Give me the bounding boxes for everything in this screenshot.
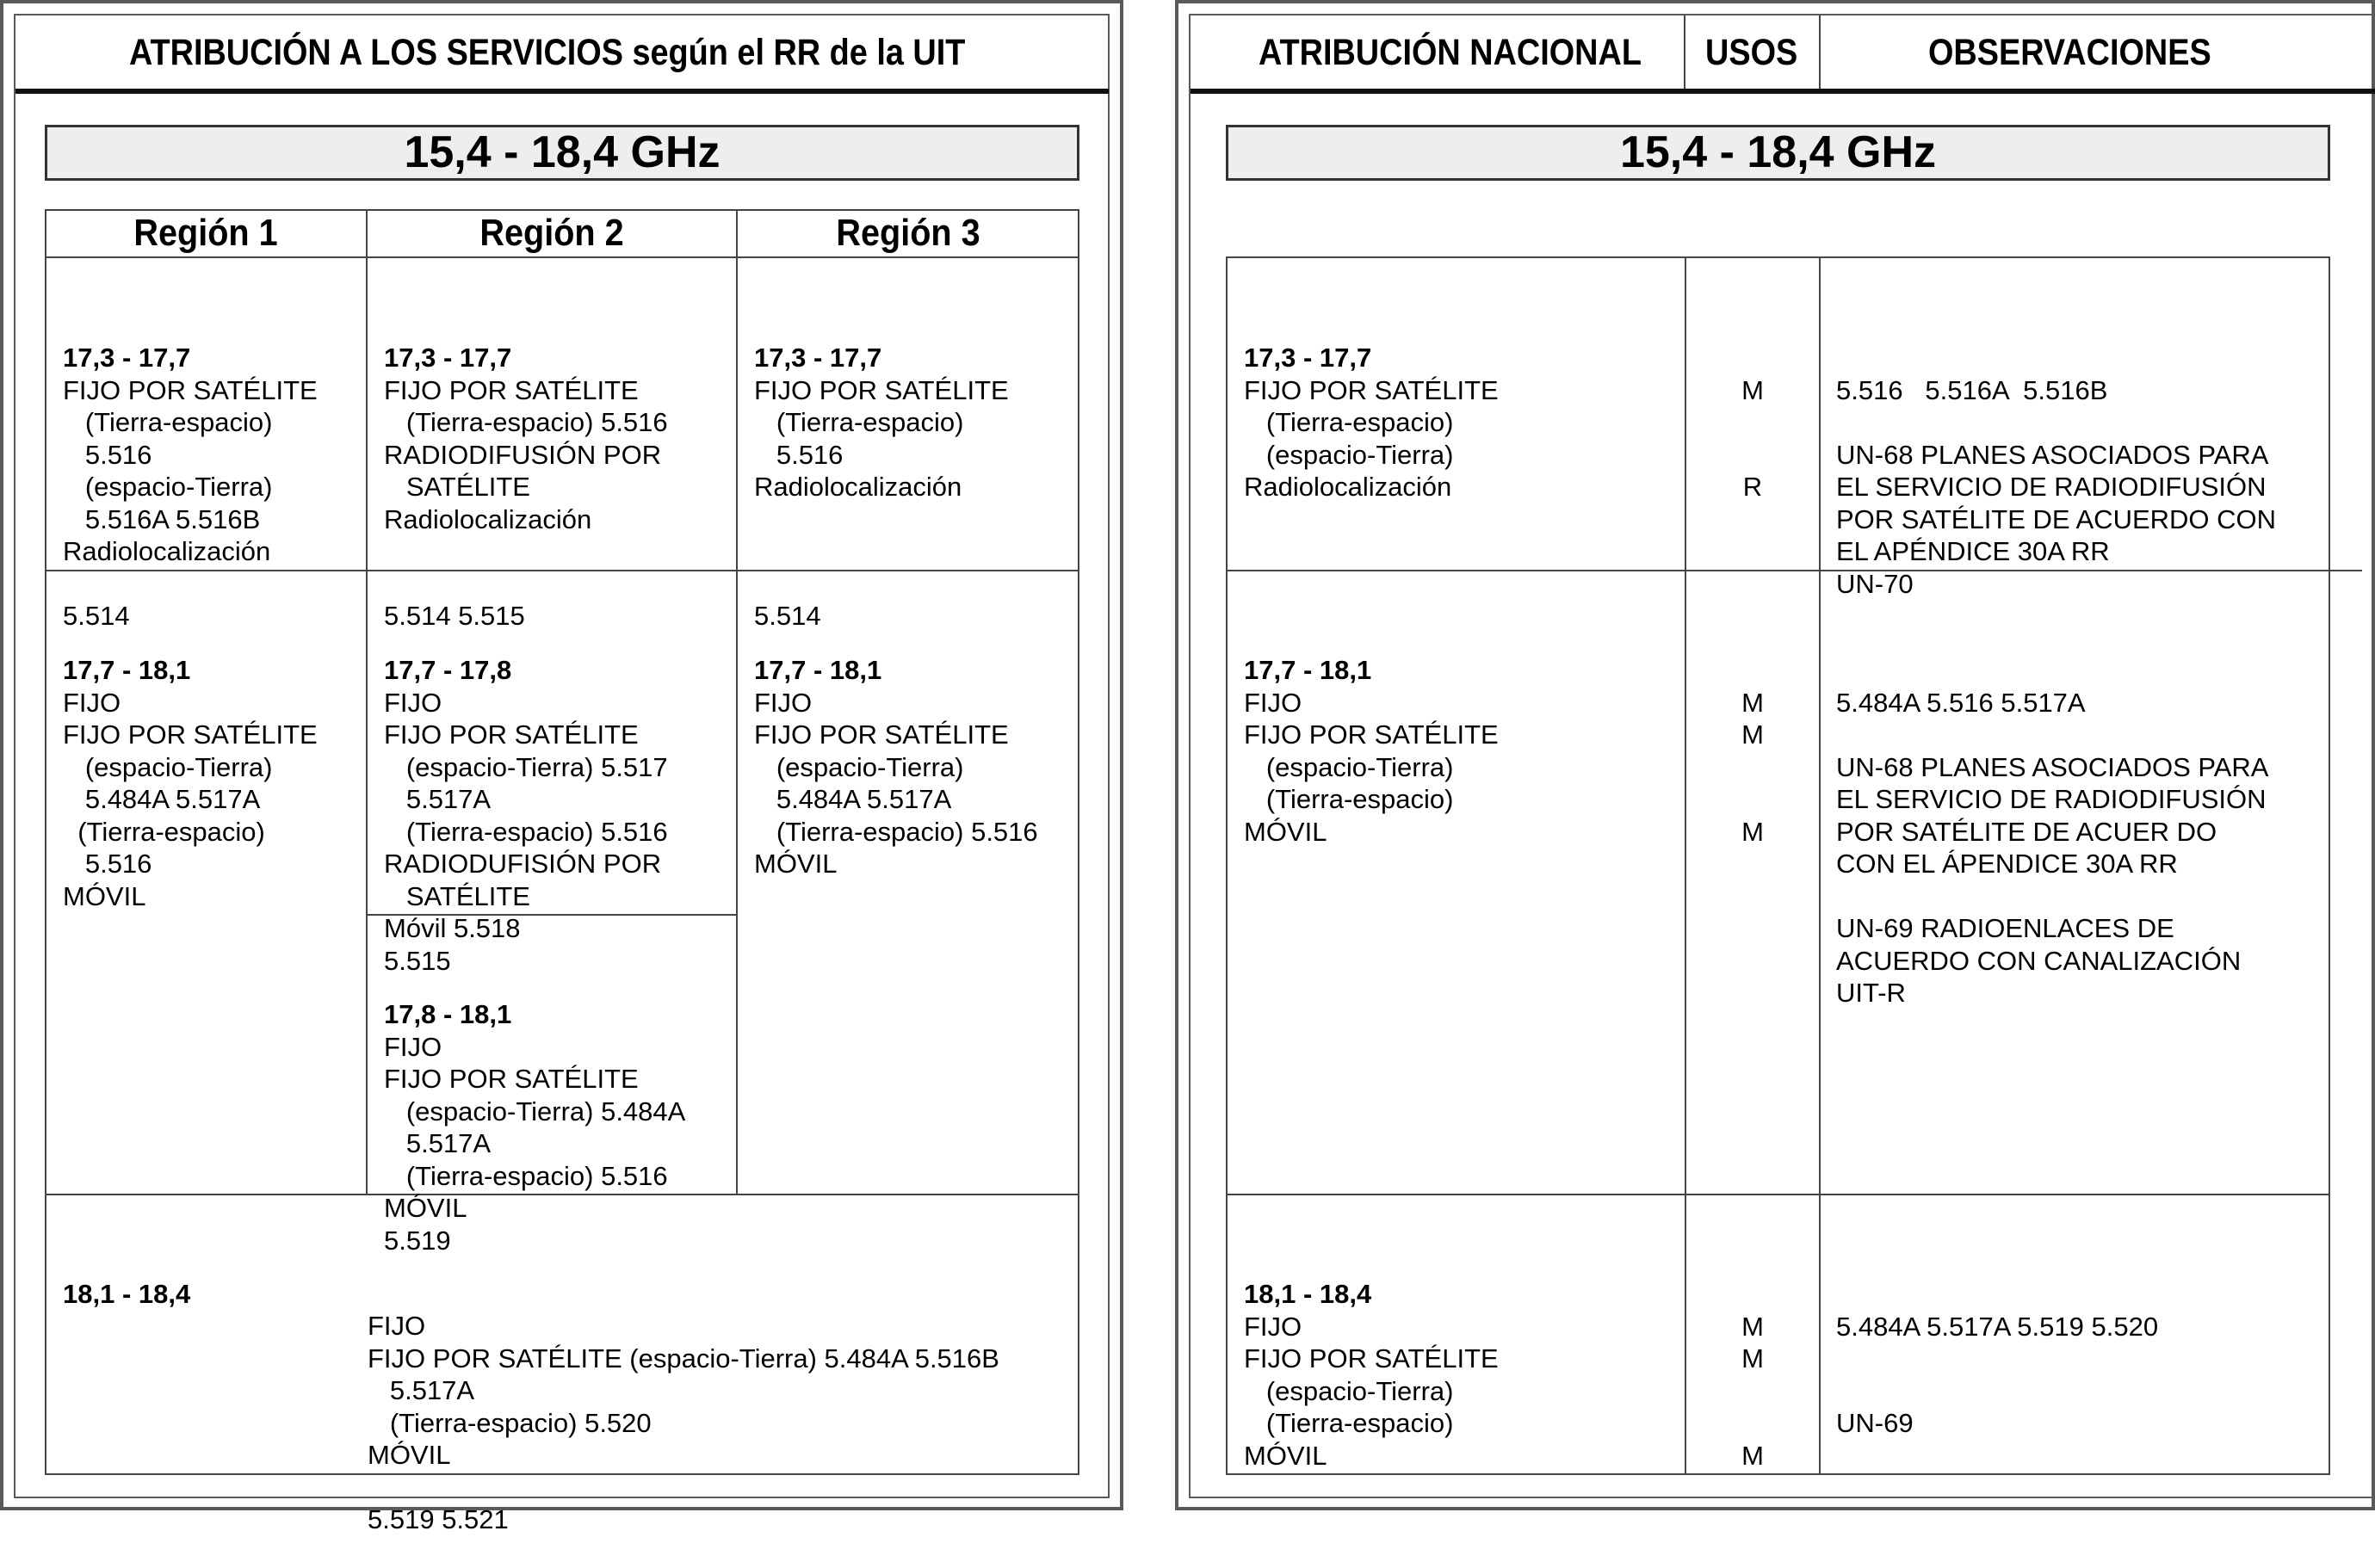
cell-r2-17.3: 17,3 - 17,7 FIJO POR SATÉLITE (Tierra-espacio) 5.516 RADIODIFUSIÓN POR SATÉLITE Radiolocalización 5.514 5.515 <box>384 343 668 631</box>
left-header-title: ATRIBUCIÓN A LOS SERVICIOS según el RR de la UIT <box>129 32 966 73</box>
col-divider-1 <box>366 209 368 1195</box>
col-divider-2 <box>736 209 738 1195</box>
national-row-3-usos: M M M <box>1741 1311 1764 1471</box>
right-header-nacional: ATRIBUCIÓN NACIONAL <box>1259 32 1642 73</box>
national-row-2-allocation: 17,7 - 18,1 FIJO FIJO POR SATÉLITE (espacio-Tierra) (Tierra-espacio) MÓVIL <box>1244 655 1499 847</box>
region-header-divider <box>45 256 1079 258</box>
national-row-3-allocation: 18,1 - 18,4 FIJO FIJO POR SATÉLITE (espacio-Tierra) (Tierra-espacio) MÓVIL <box>1244 1279 1499 1471</box>
region-2-header: Región 2 <box>479 212 624 254</box>
national-row-2-usos: M M M <box>1741 687 1764 847</box>
national-row-divider-2 <box>1226 1194 2330 1195</box>
cell-r1-17.3: 17,3 - 17,7 FIJO POR SATÉLITE (Tierra-espacio) 5.516 (espacio-Tierra) 5.516A 5.516B Radiolocalización 5.514 <box>63 343 318 631</box>
cell-r2-17.8: 17,8 - 18,1 FIJO FIJO POR SATÉLITE (espacio-Tierra) 5.484A 5.517A (Tierra-espacio) 5.516 MÓVIL 5.519 <box>384 999 686 1256</box>
cell-r3-17.7: 17,7 - 18,1 FIJO FIJO POR SATÉLITE (espacio-Tierra) 5.484A 5.517A (Tierra-espacio) 5.516 MÓVIL <box>754 655 1038 879</box>
right-band-title: 15,4 - 18,4 GHz <box>1226 125 2330 181</box>
national-row-2-observaciones: 5.484A 5.516 5.517A UN-68 PLANES ASOCIADOS PARA EL SERVICIO DE RADIODIFUSIÓN POR SATÉLITE DE ACUER DO CON EL ÁPENDICE 30A RR UN-69 RADIOENLACES DE ACUERDO CON CANALIZACIÓN UIT-R <box>1836 687 2269 1008</box>
region-1-header: Región 1 <box>133 212 278 254</box>
national-row-3-observaciones: 5.484A 5.517A 5.519 5.520 UN-69 <box>1836 1311 2159 1438</box>
national-row-1-allocation: 17,3 - 17,7 FIJO POR SATÉLITE (Tierra-espacio) (espacio-Tierra) Radiolocalización <box>1244 343 1499 502</box>
right-header-divider-2 <box>1819 15 1821 90</box>
cell-r3-17.3: 17,3 - 17,7 FIJO POR SATÉLITE (Tierra-espacio) 5.516 Radiolocalización 5.514 <box>754 343 1009 631</box>
right-header-divider-1 <box>1684 15 1685 90</box>
national-row-1-observaciones: 5.516 5.516A 5.516B UN-68 PLANES ASOCIADOS PARA EL SERVICIO DE RADIODIFUSIÓN POR SATÉLITE DE ACUERDO CON EL APÉNDICE 30A RR UN-70 <box>1836 374 2277 599</box>
right-header-observaciones: OBSERVACIONES <box>1928 32 2211 73</box>
left-band-title: 15,4 - 18,4 GHz <box>45 125 1079 181</box>
left-header-rule <box>15 89 1109 94</box>
cell-all-18.1: FIJO FIJO POR SATÉLITE (espacio-Tierra) 5.484A 5.516B 5.517A (Tierra-espacio) 5.520 MÓVIL 5.519 5.521 <box>368 1311 999 1534</box>
cell-r2-17.7: 17,7 - 17,8 FIJO FIJO POR SATÉLITE (espacio-Tierra) 5.517 5.517A (Tierra-espacio) 5.516 RADIODUFISIÓN POR SATÉLITE Móvil 5.518 5.515 <box>384 655 668 976</box>
region-3-header: Región 3 <box>836 212 980 254</box>
cell-r1-17.7: 17,7 - 18,1 FIJO FIJO POR SATÉLITE (espacio-Tierra) 5.484A 5.517A (Tierra-espacio) 5.516 MÓVIL <box>63 655 318 911</box>
national-row-1-usos: M R <box>1741 374 1764 502</box>
cell-all-18.1-title: 18,1 - 18,4 <box>63 1279 191 1309</box>
right-header-usos: USOS <box>1705 32 1798 73</box>
right-header-rule <box>1191 89 2375 94</box>
